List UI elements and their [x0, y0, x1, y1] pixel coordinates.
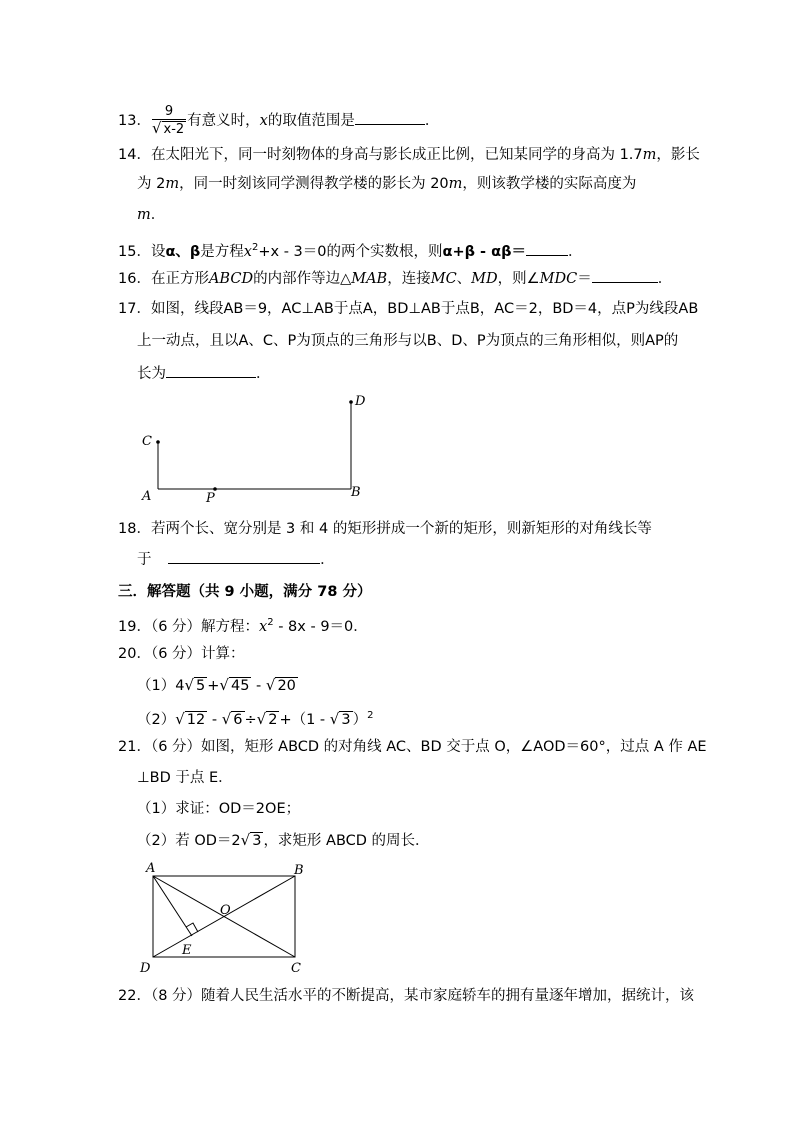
- question-18-line-1: 18．若两个长、宽分别是 3 和 4 的矩形拼成一个新的矩形，则新矩形的对角线长等: [118, 521, 652, 537]
- question-20-part-2: （2）√ 12 - √ 6 ÷√ 2 +（1 - √ 3 ）$^2$: [137, 709, 374, 728]
- point-c: [156, 440, 160, 444]
- answer-blank[interactable]: [168, 549, 320, 564]
- question-13: 13． $\frac{9}{√ x-2}$ 有意义时，x的取值范围是 ．: [118, 104, 440, 137]
- label-d: D: [355, 394, 366, 409]
- label-c: C: [142, 434, 152, 449]
- section-3-title: 三．解答题（共 9 小题，满分 78 分）: [118, 584, 372, 600]
- label-a: A: [142, 489, 152, 504]
- question-16: 16．在正方形ABCD的内部作等边△MAB，连接MC、MD，则∠MDC＝ ．: [118, 268, 672, 289]
- question-22: 22．（8 分）随着人民生活水平的不断提高，某市家庭轿车的拥有量逐年增加，据统计，该: [118, 988, 695, 1004]
- question-19: 19．（6 分）解方程：$x^2 - 8x - 9=0$．: [118, 617, 368, 635]
- question-21-part-1: （1）求证：OD＝2OE；: [137, 801, 301, 817]
- question-14-line-1: 14．在太阳光下，同一时刻物体的身高与影长成正比例，已知某同学的身高为 1.7m，影长: [118, 147, 700, 163]
- question-17-line-2: 上一动点，且以A、C、P为顶点的三角形与以B、D、P为顶点的三角形相似，则AP的: [137, 333, 679, 349]
- fraction: $\frac{9}{√ x-2}$: [151, 104, 185, 137]
- answer-blank[interactable]: [526, 241, 568, 256]
- question-18-line-2: 于 ．: [137, 549, 335, 570]
- q21-figure: [136, 860, 316, 978]
- question-17-line-3: 长为 ．: [137, 363, 271, 384]
- right-angle-mark: [186, 923, 198, 932]
- question-21-part-2: （2）若 OD＝2√ 3 ，求矩形 ABCD 的周长．: [137, 831, 430, 849]
- answer-blank[interactable]: [355, 110, 425, 125]
- question-21-line-1: 21．（6 分）如图，矩形 ABCD 的对角线 AC、BD 交于点 O，∠AOD＝60°，过点 A 作 AE: [118, 739, 707, 755]
- point-d: [349, 400, 353, 404]
- label-o: O: [220, 903, 231, 918]
- answer-blank[interactable]: [166, 363, 256, 378]
- question-20: 20．（6 分）计算：: [118, 646, 245, 662]
- label-b: B: [351, 485, 361, 500]
- label-p: P: [206, 491, 215, 505]
- question-17-line-1: 17．如图，线段AB＝9，AC⊥AB于点A，BD⊥AB于点B，AC＝2，BD＝4，点P为线段AB: [118, 301, 699, 317]
- label-b: B: [294, 863, 304, 878]
- label-a: A: [146, 861, 156, 876]
- answer-blank[interactable]: [592, 268, 658, 283]
- question-14-line-3: m．: [137, 207, 166, 223]
- question-20-part-1: （1）4√ 5 +√ 45 - √ 20: [137, 676, 296, 694]
- q17-figure: [138, 390, 378, 505]
- label-e: E: [182, 943, 192, 958]
- question-14-line-2: 为 2m，同一时刻该同学测得教学楼的影长为 20m，则该教学楼的实际高度为: [137, 176, 637, 192]
- label-c: C: [291, 961, 301, 976]
- question-21-line-2: ⊥BD 于点 E．: [137, 770, 233, 786]
- label-d: D: [140, 961, 151, 976]
- question-15: 15．设α、β是方程$x^2+x - 3=0$的两个实数根，则α+β - αβ＝ ．: [118, 242, 583, 260]
